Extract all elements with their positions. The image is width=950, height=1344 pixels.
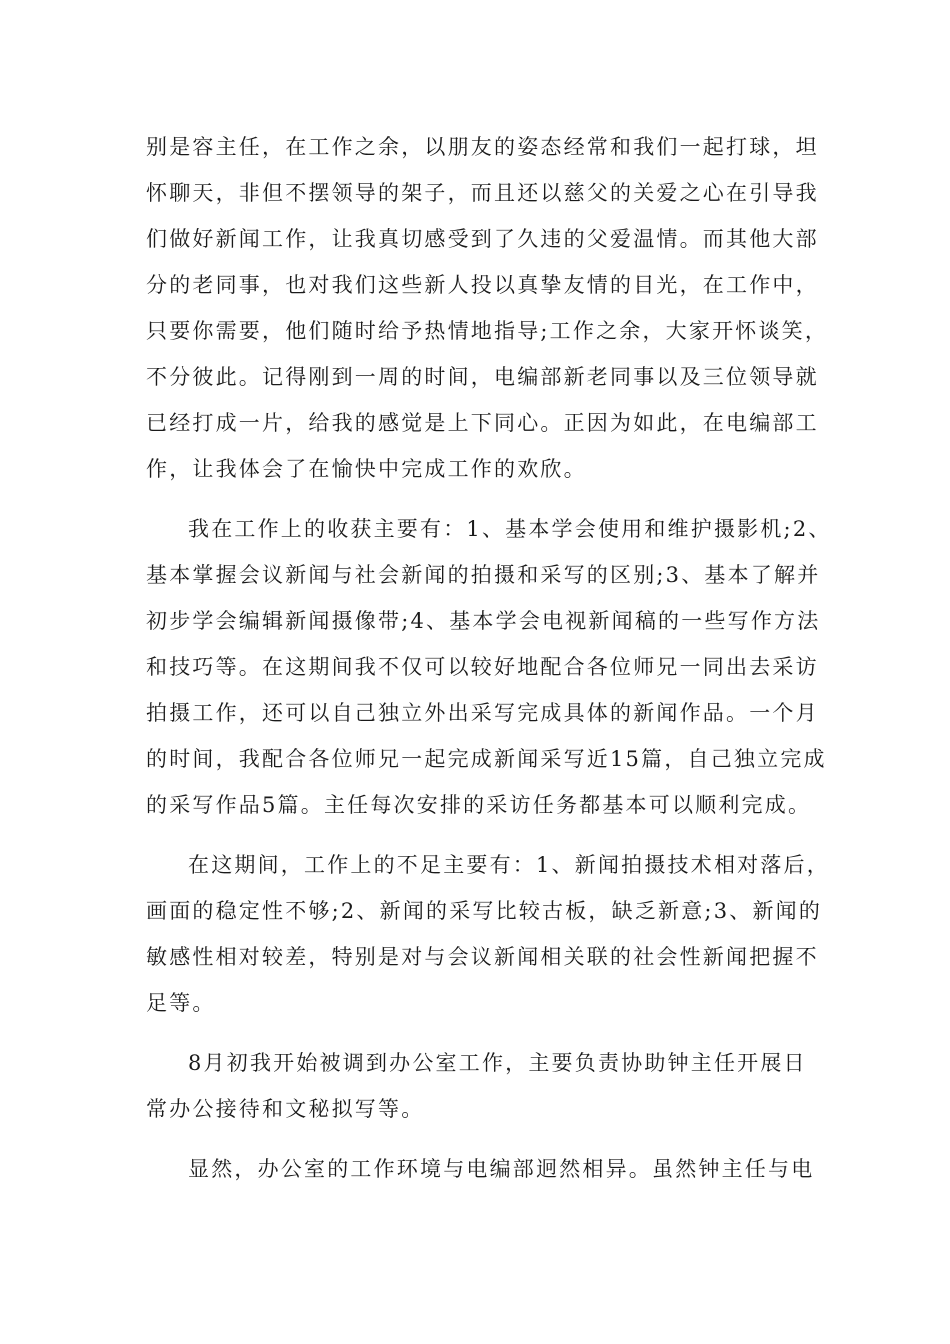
paragraph-gap	[146, 1026, 806, 1040]
paragraph-gap	[146, 492, 806, 506]
paragraph-1	[146, 124, 829, 492]
text-line: 常办公接待和文秘拟写等。	[146, 1097, 425, 1121]
document-body	[146, 124, 832, 1192]
text-line: 们做好新闻工作，让我真切感受到了久违的父爱温情。而其他大部	[146, 227, 819, 251]
text-line: 8月初我开始被调到办公室工作，主要负责协助钟主任开展日	[188, 1051, 807, 1075]
text-line: 已经打成一片，给我的感觉是上下同心。正因为如此，在电编部工	[146, 411, 819, 435]
text-line: 画面的稳定性不够;2、新闻的采写比较古板，缺乏新意;3、新闻的	[146, 899, 823, 923]
text-line: 在这期间，工作上的不足主要有：1、新闻拍摄技术相对落后，	[188, 853, 830, 877]
text-line: 拍摄工作，还可以自己独立外出采写完成具体的新闻作品。一个月	[146, 701, 819, 725]
paragraph-2	[146, 506, 832, 828]
text-line: 初步学会编辑新闻摄像带;4、基本学会电视新闻稿的一些写作方法	[146, 609, 821, 633]
text-line: 怀聊天，非但不摆领导的架子，而且还以慈父的关爱之心在引导我	[146, 181, 819, 205]
paragraph-3	[146, 842, 830, 1026]
text-line: 显然，办公室的工作环境与电编部迥然相异。虽然钟主任与电	[188, 1157, 815, 1181]
text-line: 的采写作品5篇。主任每次安排的采访任务都基本可以顺利完成。	[146, 793, 812, 817]
text-line: 敏感性相对较差，特别是对与会议新闻相关联的社会性新闻把握不	[146, 945, 819, 969]
text-line: 作，让我体会了在愉快中完成工作的欢欣。	[146, 457, 587, 481]
text-line: 分的老同事，也对我们这些新人投以真挚友情的目光，在工作中，	[146, 273, 819, 297]
text-line: 别是容主任，在工作之余，以朋友的姿态经常和我们一起打球，坦	[146, 135, 819, 159]
text-line: 的时间，我配合各位师兄一起完成新闻采写近15篇，自己独立完成	[146, 747, 827, 771]
text-line: 我在工作上的收获主要有：1、基本学会使用和维护摄影机;2、	[188, 517, 832, 541]
paragraph-5	[146, 1146, 815, 1192]
paragraph-4	[146, 1040, 806, 1132]
paragraph-gap	[146, 1132, 806, 1146]
text-line: 不分彼此。记得刚到一周的时间，电编部新老同事以及三位领导就	[146, 365, 819, 389]
text-line: 基本掌握会议新闻与社会新闻的拍摄和采写的区别;3、基本了解并	[146, 563, 821, 587]
text-line: 足等。	[146, 991, 216, 1015]
text-line: 和技巧等。在这期间我不仅可以较好地配合各位师兄一同出去采访	[146, 655, 819, 679]
paragraph-gap	[146, 828, 806, 842]
text-line: 只要你需要，他们随时给予热情地指导;工作之余，大家开怀谈笑，	[146, 319, 829, 343]
